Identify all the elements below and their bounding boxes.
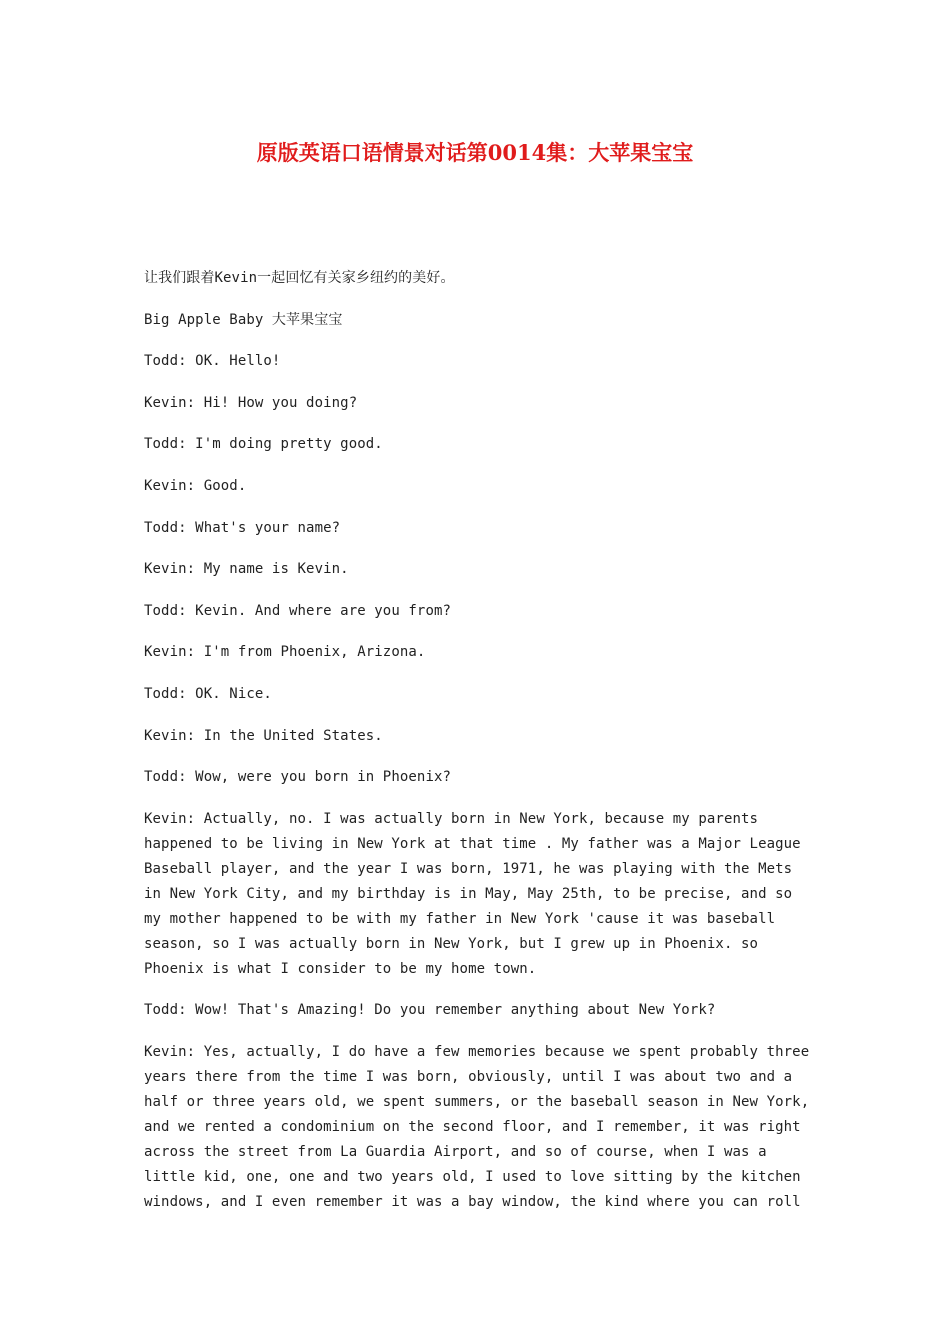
dialogue-line: Kevin: In the United States. [144,727,383,744]
dialogue-line: Todd: Wow, were you born in Phoenix? [144,769,452,786]
dialogue-line: Todd: OK. Hello! [144,353,281,370]
dialogue-line: Todd: What's your name? [144,519,341,536]
lesson-heading: Big Apple Baby 大苹果宝宝 [144,311,343,328]
dialogue-line: Todd: I'm doing pretty good. [144,436,383,453]
dialogue-line: Kevin: I'm from Phoenix, Arizona. [144,644,426,661]
dialogue-line: Kevin: Yes, actually, I do have a few memories because we spent probably three years there from the time I was born, obviously, until I was about two and a half or three years old, we spent summers, or the baseball season in New York, and we rented a condominium on the second floor, and I remember, it was right across the street from La Guardia Airport, and so of course, when I was a little kid, one, one and two years old, I used to love sitting by the kitchen windows, and I even remember it was a bay window, the kind where you can roll [144,1043,810,1210]
dialogue-line: Kevin: Good. [144,477,247,494]
dialogue-line: Todd: OK. Nice. [144,685,272,702]
document-body [144,266,812,1232]
intro-paragraph: 让我们跟着Kevin一起回忆有关家乡纽约的美好。 [144,270,455,286]
dialogue-line: Kevin: Hi! How you doing? [144,394,358,411]
dialogue-line: Todd: Wow! That's Amazing! Do you remember anything about New York? [144,1002,716,1019]
dialogue-line: Todd: Kevin. And where are you from? [144,602,452,619]
document-title: 原版英语口语情景对话第0014集：大苹果宝宝 [256,140,694,165]
dialogue-line: Kevin: My name is Kevin. [144,561,349,578]
dialogue-line: Kevin: Actually, no. I was actually born in New York, because my parents happened to be living in New York at that time . My father was a Major League Baseball player, and the year I was born, 1971, he was playing with the Mets in New York City, and my birthday is in May, May 25th, to be precise, and so my mother happened to be with my father in New York 'cause it was baseball season, so I was actually born in New York, but I grew up in Phoenix. so Phoenix is what I consider to be my home town. [144,810,801,977]
